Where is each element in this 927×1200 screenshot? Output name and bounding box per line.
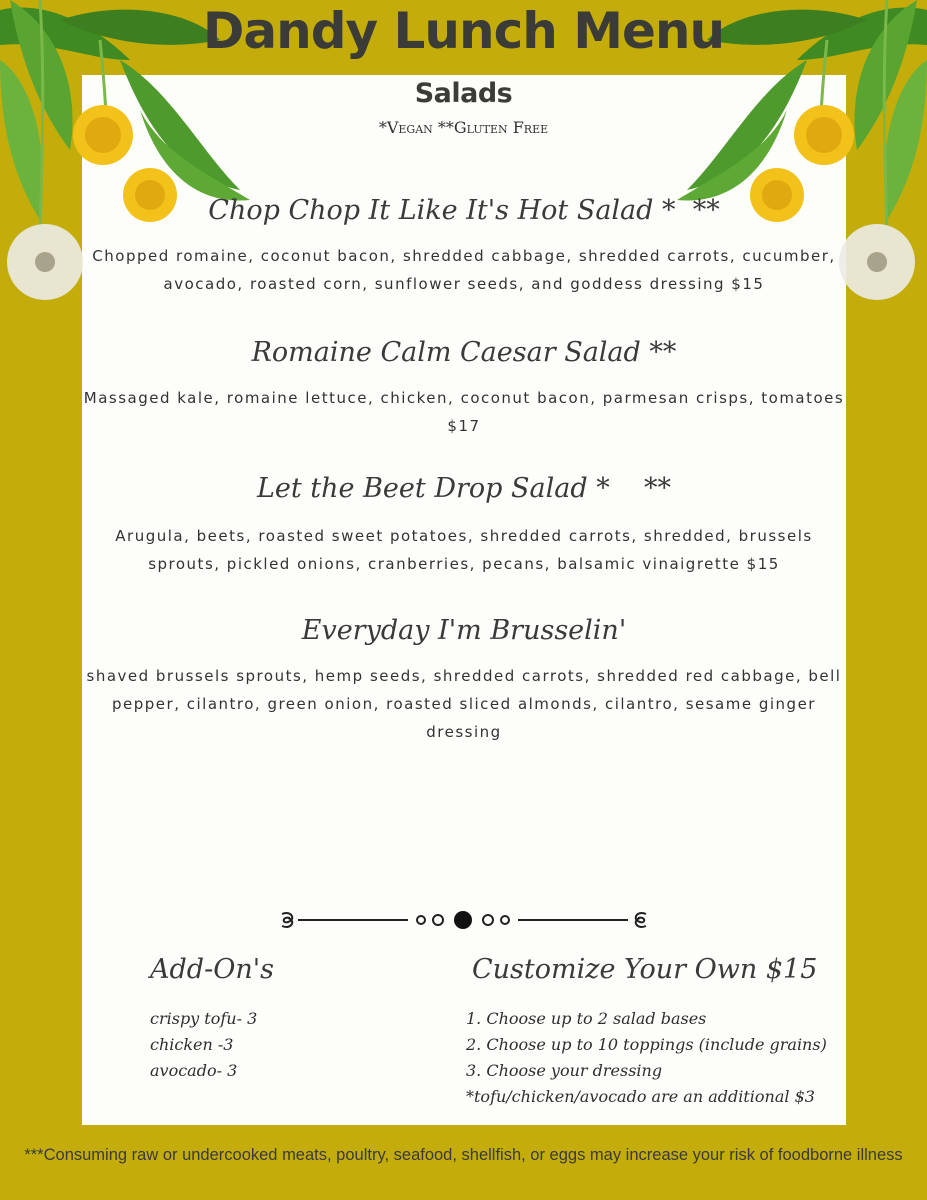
- dandelion-seedhead-icon: [7, 224, 83, 300]
- ornamental-divider-icon: [278, 904, 650, 936]
- item-name: Romaine Calm Caesar Salad **: [251, 337, 677, 368]
- list-item: 2. Choose up to 10 toppings (include grains): [466, 1035, 827, 1054]
- item-name: Let the Beet Drop Salad * **: [256, 473, 672, 504]
- list-item: 1. Choose up to 2 salad bases: [466, 1009, 707, 1028]
- addons-heading: Add-On's: [150, 954, 274, 985]
- list-item: chicken -3: [150, 1035, 234, 1054]
- list-item: avocado- 3: [150, 1061, 238, 1080]
- dandelion-seedhead-icon: [839, 224, 915, 300]
- menu-title: Dandy Lunch Menu: [202, 2, 725, 60]
- item-name: Everyday I'm Brusselin': [301, 615, 627, 646]
- item-description: Arugula, beets, roasted sweet potatoes, shredded carrots, shredded, brussels sprouts, pickled onions, cranberries, pecans, balsamic vinaigrette $15: [115, 527, 813, 573]
- item-description: shaved brussels sprouts, hemp seeds, shredded carrots, shredded red cabbage, bell pepper, cilantro, green onion, roasted sliced almonds, cilantro, sesame ginger dressing: [86, 667, 842, 741]
- item-name: Chop Chop It Like It's Hot Salad * **: [208, 195, 720, 226]
- customize-steps: [466, 1006, 827, 1110]
- item-description: Chopped romaine, coconut bacon, shredded cabbage, shredded carrots, cucumber, avocado, roasted corn, sunflower seeds, and goddess dressing $15: [92, 247, 836, 293]
- item-description: Massaged kale, romaine lettuce, chicken, coconut bacon, parmesan crisps, tomatoes $17: [83, 389, 845, 435]
- list-item: *tofu/chicken/avocado are an additional $3: [466, 1087, 815, 1106]
- customize-heading: Customize Your Own $15: [472, 954, 818, 985]
- list-item: crispy tofu- 3: [150, 1009, 258, 1028]
- list-item: 3. Choose your dressing: [466, 1061, 663, 1080]
- section-title: Salads: [414, 78, 513, 109]
- food-safety-disclaimer: ***Consuming raw or undercooked meats, poultry, seafood, shellfish, or eggs may increase your risk of foodborne illness: [24, 1146, 903, 1164]
- dietary-legend: *Vegan **Gluten Free: [378, 118, 549, 137]
- addons-list: [150, 1006, 257, 1084]
